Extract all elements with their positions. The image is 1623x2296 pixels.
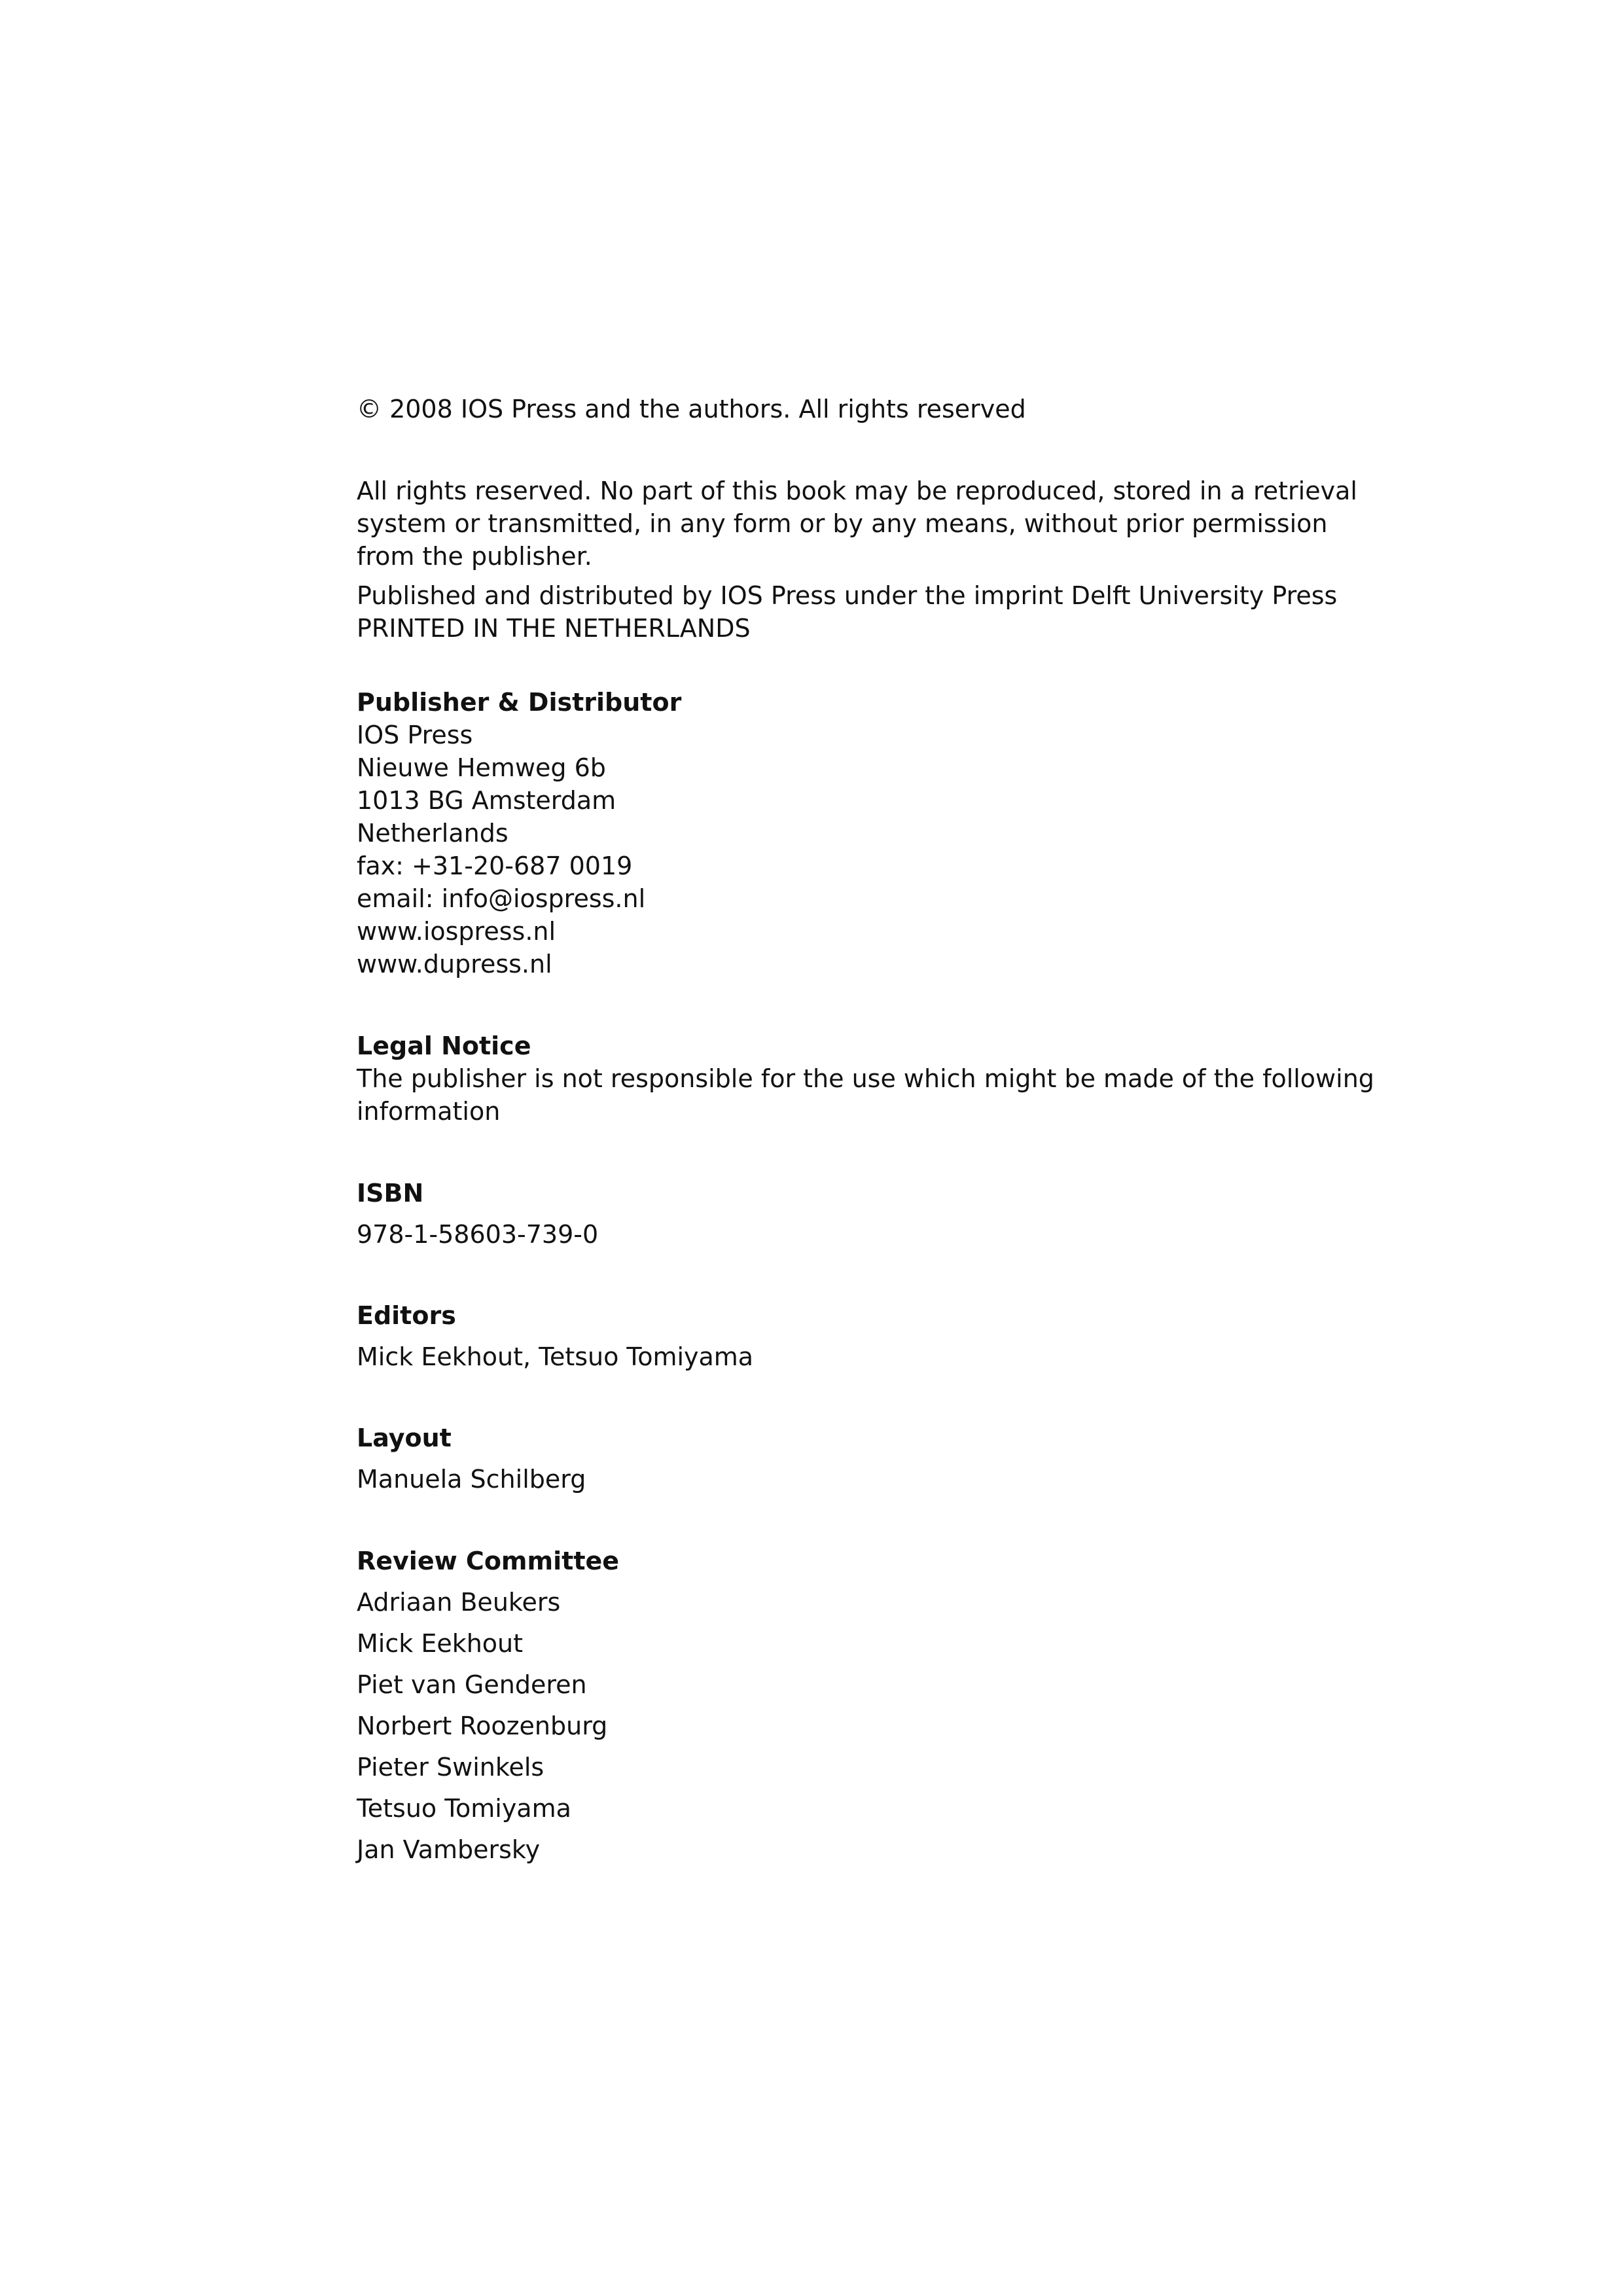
rights-line-3: from the publisher. (357, 542, 592, 571)
publisher-website-du: www.dupress.nl (357, 950, 552, 978)
review-member: Mick Eekhout (357, 1629, 524, 1658)
publisher-website-ios: www.iospress.nl (357, 917, 556, 946)
review-member: Piet van Genderen (357, 1670, 587, 1699)
rights-line-1: All rights reserved. No part of this book may be reproduced, stored in a retrieval (357, 476, 1357, 505)
editors-value: Mick Eekhout, Tetsuo Tomiyama (357, 1342, 754, 1371)
publisher-email: email: info@iospress.nl (357, 884, 646, 913)
legal-line-1: The publisher is not responsible for the use which might be made of the following (357, 1064, 1374, 1093)
legal-line-2: information (357, 1097, 501, 1126)
colophon-page (357, 0, 1374, 2296)
publisher-name: IOS Press (357, 721, 473, 749)
review-member: Jan Vambersky (357, 1835, 541, 1864)
review-member: Pieter Swinkels (357, 1753, 544, 1782)
publisher-fax: fax: +31-20-687 0019 (357, 852, 633, 880)
publisher-heading: Publisher & Distributor (357, 688, 682, 717)
isbn-value: 978-1-58603-739-0 (357, 1220, 599, 1249)
copyright-line: © 2008 IOS Press and the authors. All rights reserved (357, 395, 1026, 423)
review-member: Adriaan Beukers (357, 1588, 561, 1617)
rights-line-2: system or transmitted, in any form or by any means, without prior permission (357, 509, 1328, 538)
layout-value: Manuela Schilberg (357, 1465, 586, 1494)
publisher-country: Netherlands (357, 819, 508, 848)
publisher-city: 1013 BG Amsterdam (357, 786, 616, 815)
editors-heading: Editors (357, 1301, 456, 1330)
review-member: Tetsuo Tomiyama (357, 1794, 571, 1823)
legal-heading: Legal Notice (357, 1031, 531, 1060)
review-member: Norbert Roozenburg (357, 1712, 608, 1740)
publisher-street: Nieuwe Hemweg 6b (357, 753, 606, 782)
printed-line: PRINTED IN THE NETHERLANDS (357, 614, 751, 643)
published-line: Published and distributed by IOS Press under the imprint Delft University Press (357, 581, 1338, 610)
layout-heading: Layout (357, 1424, 452, 1452)
isbn-heading: ISBN (357, 1179, 424, 1208)
review-committee-heading: Review Committee (357, 1547, 620, 1575)
